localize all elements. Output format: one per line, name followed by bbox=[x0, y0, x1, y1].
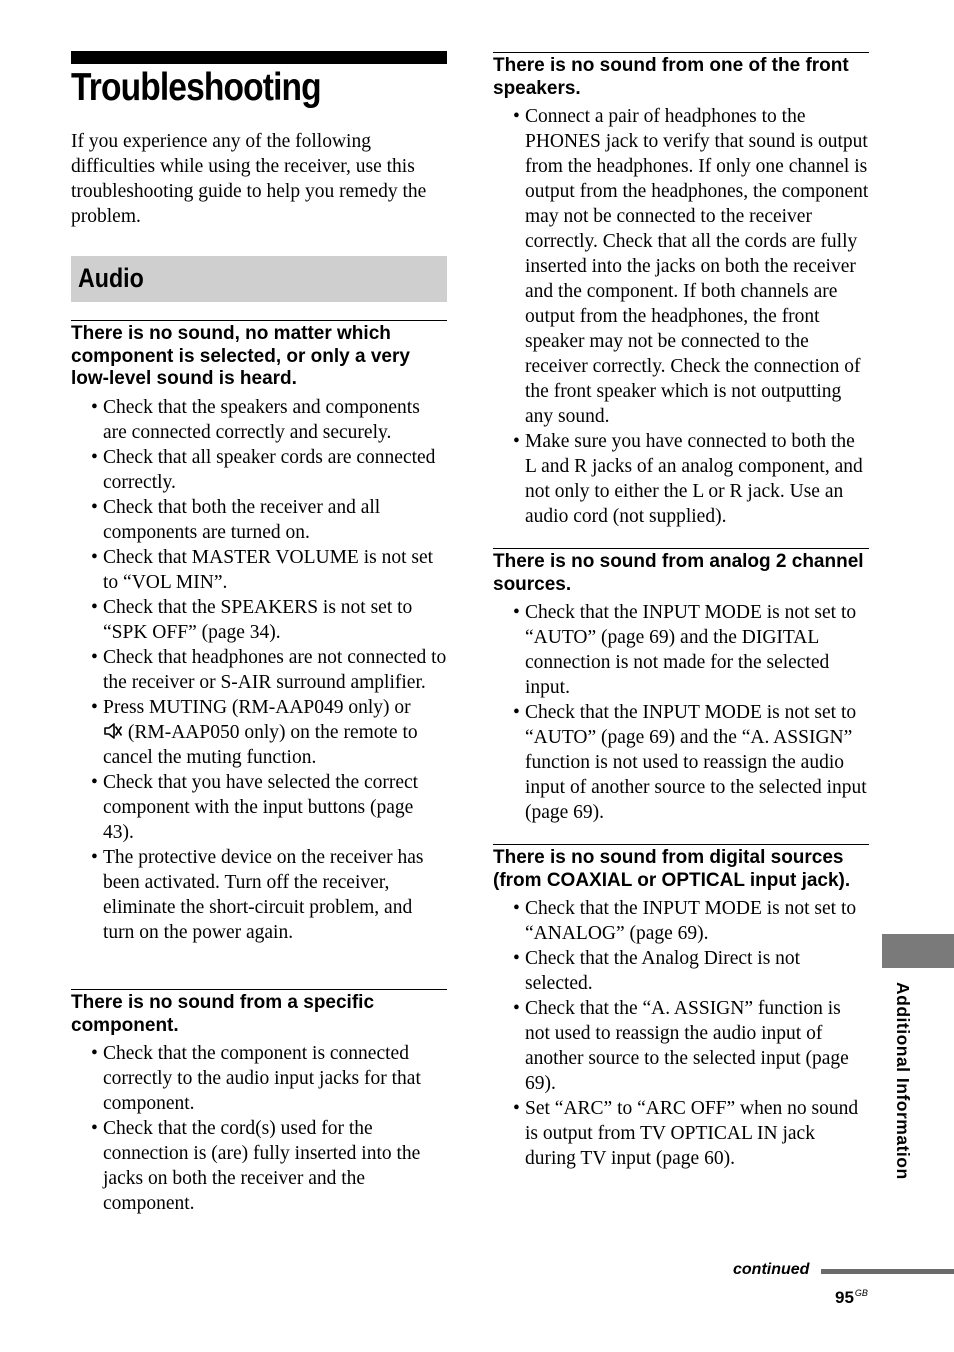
list-item: • Check that both the receiver and all components are turned on. bbox=[71, 495, 447, 545]
continued-rule bbox=[821, 1269, 954, 1274]
list-item: • Check that the speakers and components are connected correctly and securely. bbox=[71, 395, 447, 445]
page-number-suffix: GB bbox=[854, 1288, 868, 1298]
list-item: • Check that the component is connected correctly to the audio input jacks for that component. bbox=[71, 1041, 447, 1116]
side-tab-marker bbox=[882, 934, 954, 968]
list-item: • Check that the cord(s) used for the connection is (are) fully inserted into the jacks on both the receiver and the component. bbox=[71, 1116, 447, 1216]
section-heading: There is no sound from digital sources (from COAXIAL or OPTICAL input jack). bbox=[493, 847, 851, 891]
list-item: • The protective device on the receiver has been activated. Turn off the receiver, eliminate the short-circuit problem, and turn on the power again. bbox=[71, 845, 447, 945]
list-item: • Check that you have selected the correct component with the input buttons (page 43). bbox=[71, 770, 447, 845]
section-analog-sources bbox=[493, 548, 869, 825]
bullet-list bbox=[493, 104, 869, 529]
list-item: • Check that the SPEAKERS is not set to “SPK OFF” (page 34). bbox=[71, 595, 447, 645]
muting-text-after: (RM-AAP050 only) on the remote to cancel the muting function. bbox=[103, 721, 418, 768]
page-title: Troubleshooting bbox=[71, 66, 321, 109]
list-item: • Check that the “A. ASSIGN” function is not used to reassign the audio input of another source to the selected input (page 69). bbox=[493, 996, 869, 1096]
intro-paragraph: If you experience any of the following difficulties while using the receiver, use this troubleshooting guide to help you remedy the problem. bbox=[71, 131, 427, 227]
bullet-list bbox=[71, 395, 447, 945]
section-heading: There is no sound, no matter which component is selected, or only a very low-level sound is heard. bbox=[71, 323, 410, 389]
bullet-list bbox=[493, 600, 869, 825]
bullet-list bbox=[493, 896, 869, 1171]
category-banner bbox=[71, 256, 447, 302]
list-item: • Check that the Analog Direct is not selected. bbox=[493, 946, 869, 996]
side-tab-label: Additional Information bbox=[893, 982, 913, 1180]
category-label: Audio bbox=[78, 263, 144, 293]
list-item: • Set “ARC” to “ARC OFF” when no sound is output from TV OPTICAL IN jack during TV input (page 60). bbox=[493, 1096, 869, 1171]
title-rule bbox=[71, 51, 447, 64]
section-heading: There is no sound from a specific component. bbox=[71, 992, 375, 1036]
continued-label: continued bbox=[733, 1261, 810, 1278]
mute-icon bbox=[103, 722, 123, 740]
section-specific-component bbox=[71, 989, 447, 1216]
list-item: • Check that the INPUT MODE is not set to “ANALOG” (page 69). bbox=[493, 896, 869, 946]
section-heading: There is no sound from analog 2 channel sources. bbox=[493, 551, 864, 595]
muting-text-before: Press MUTING (RM-AAP049 only) or bbox=[103, 696, 411, 718]
page-number-value: 95 bbox=[835, 1288, 854, 1307]
list-item: • Check that MASTER VOLUME is not set to “VOL MIN”. bbox=[71, 545, 447, 595]
section-no-sound bbox=[71, 320, 447, 945]
section-heading: There is no sound from one of the front speakers. bbox=[493, 55, 849, 99]
list-item: • Check that all speaker cords are connected correctly. bbox=[71, 445, 447, 495]
list-item: • Connect a pair of headphones to the PHONES jack to verify that sound is output from the headphones. If only one channel is output from the headphones, the component may not be connected to the receiver correctly. Check that all the cords are fully inserted into the jacks on both the receiver and the component. If both channels are output from the headphones, the front speaker may not be connected to the receiver correctly. Check the connection of the front speaker which is not outputting any sound. bbox=[493, 104, 869, 429]
list-item: • Check that the INPUT MODE is not set to “AUTO” (page 69) and the “A. ASSIGN” function is not used to reassign the audio input of another source to the selected input (page 69). bbox=[493, 700, 869, 825]
list-item-muting bbox=[71, 695, 447, 770]
section-front-speakers bbox=[493, 52, 869, 529]
bullet-list bbox=[71, 1041, 447, 1216]
list-item: • Make sure you have connected to both the L and R jacks of an analog component, and not only to either the L or R jack. Use an audio cord (not supplied). bbox=[493, 429, 869, 529]
list-item: • Check that the INPUT MODE is not set to “AUTO” (page 69) and the DIGITAL connection is not made for the selected input. bbox=[493, 600, 869, 700]
page-number bbox=[835, 1283, 868, 1308]
section-digital-sources bbox=[493, 844, 869, 1171]
list-item: • Check that headphones are not connected to the receiver or S-AIR surround amplifier. bbox=[71, 645, 447, 695]
